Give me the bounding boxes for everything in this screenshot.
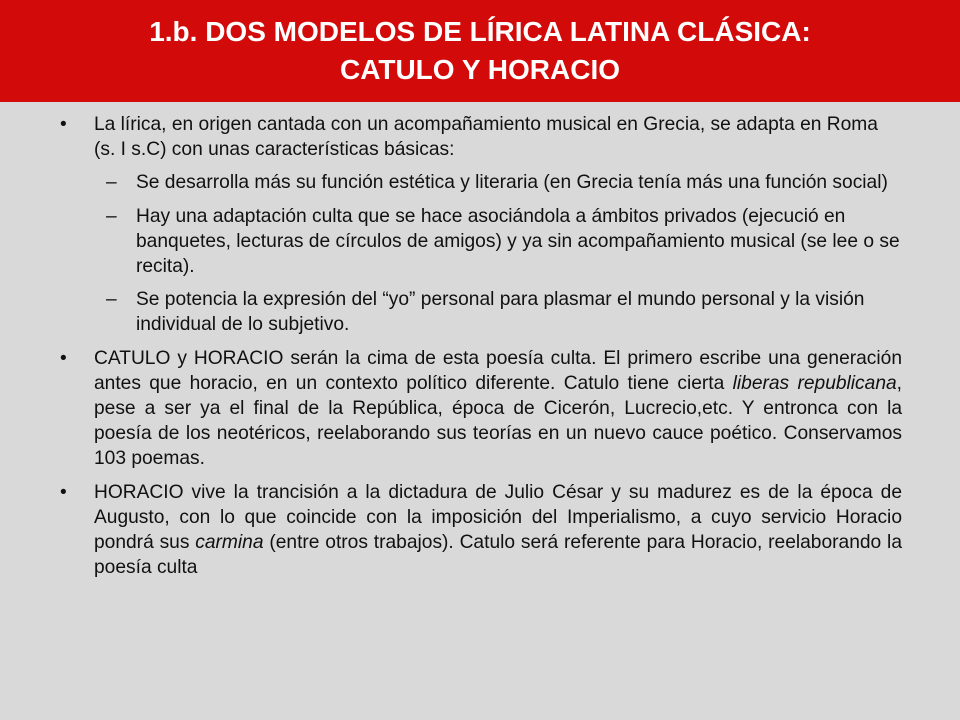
- title-line-1: 1.b. DOS MODELOS DE LÍRICA LATINA CLÁSICA:: [149, 16, 811, 47]
- bullet-text: La lírica, en origen cantada con un acompañamiento musical en Grecia, se adapta en Roma (s. I s.C) con unas características básicas:: [94, 114, 878, 161]
- bullet-item-2: [0, 346, 960, 472]
- slide-title: [149, 13, 811, 89]
- italic-term: liberas republicana: [732, 372, 897, 394]
- dash-marker: –: [106, 289, 117, 311]
- sub-bullet-item-3: [0, 287, 960, 337]
- bullet-item-1: [0, 112, 960, 162]
- slide-body: [0, 112, 960, 588]
- italic-term: carmina: [195, 532, 264, 554]
- bullet-text-a: HORACIO vive la trancisión a la dictadura de Julio César y su madurez es de la época de Augusto, con lo que coincide con la imposición del Imperialismo, a cuyo servicio Horacio pondrá sus: [94, 481, 902, 554]
- title-line-2: CATULO Y HORACIO: [339, 54, 620, 85]
- bullet-text-a: CATULO y HORACIO serán la cima de esta poesía culta. El primero escribe una generación antes que horacio, en un contexto político diferente. Catulo tiene cierta: [94, 347, 902, 394]
- sub-bullet-item-1: [0, 170, 960, 195]
- dash-marker: –: [106, 205, 117, 227]
- bullet-marker: •: [60, 481, 67, 503]
- sub-bullet-text: Se potencia la expresión del “yo” personal para plasmar el mundo personal y la visión individual de lo subjetivo.: [136, 289, 865, 336]
- bullet-text-b: , pese a ser ya el final de la República, época de Cicerón, Lucrecio,etc. Y entronca con la poesía de los neotéricos, reelaborando sus teorías en un nuevo cauce poético. Conservamos 103 poemas.: [94, 372, 903, 470]
- sub-bullet-text: Hay una adaptación culta que se hace asociándola a ámbitos privados (ejecució en banquetes, lecturas de círculos de amigos) y ya sin acompañamiento musical (se lee o se recita).: [136, 205, 900, 278]
- sub-bullet-item-2: [0, 204, 960, 280]
- bullet-text-b: (entre otros trabajos). Catulo será referente para Horacio, reelaborando la poesía culta: [94, 532, 902, 579]
- bullet-item-3: [0, 480, 960, 581]
- sub-bullet-text: Se desarrolla más su función estética y literaria (en Grecia tenía más una función social): [136, 172, 888, 194]
- bullet-marker: •: [60, 114, 67, 135]
- bullet-marker: •: [60, 347, 67, 369]
- dash-marker: –: [106, 172, 117, 194]
- title-bar: [0, 0, 960, 102]
